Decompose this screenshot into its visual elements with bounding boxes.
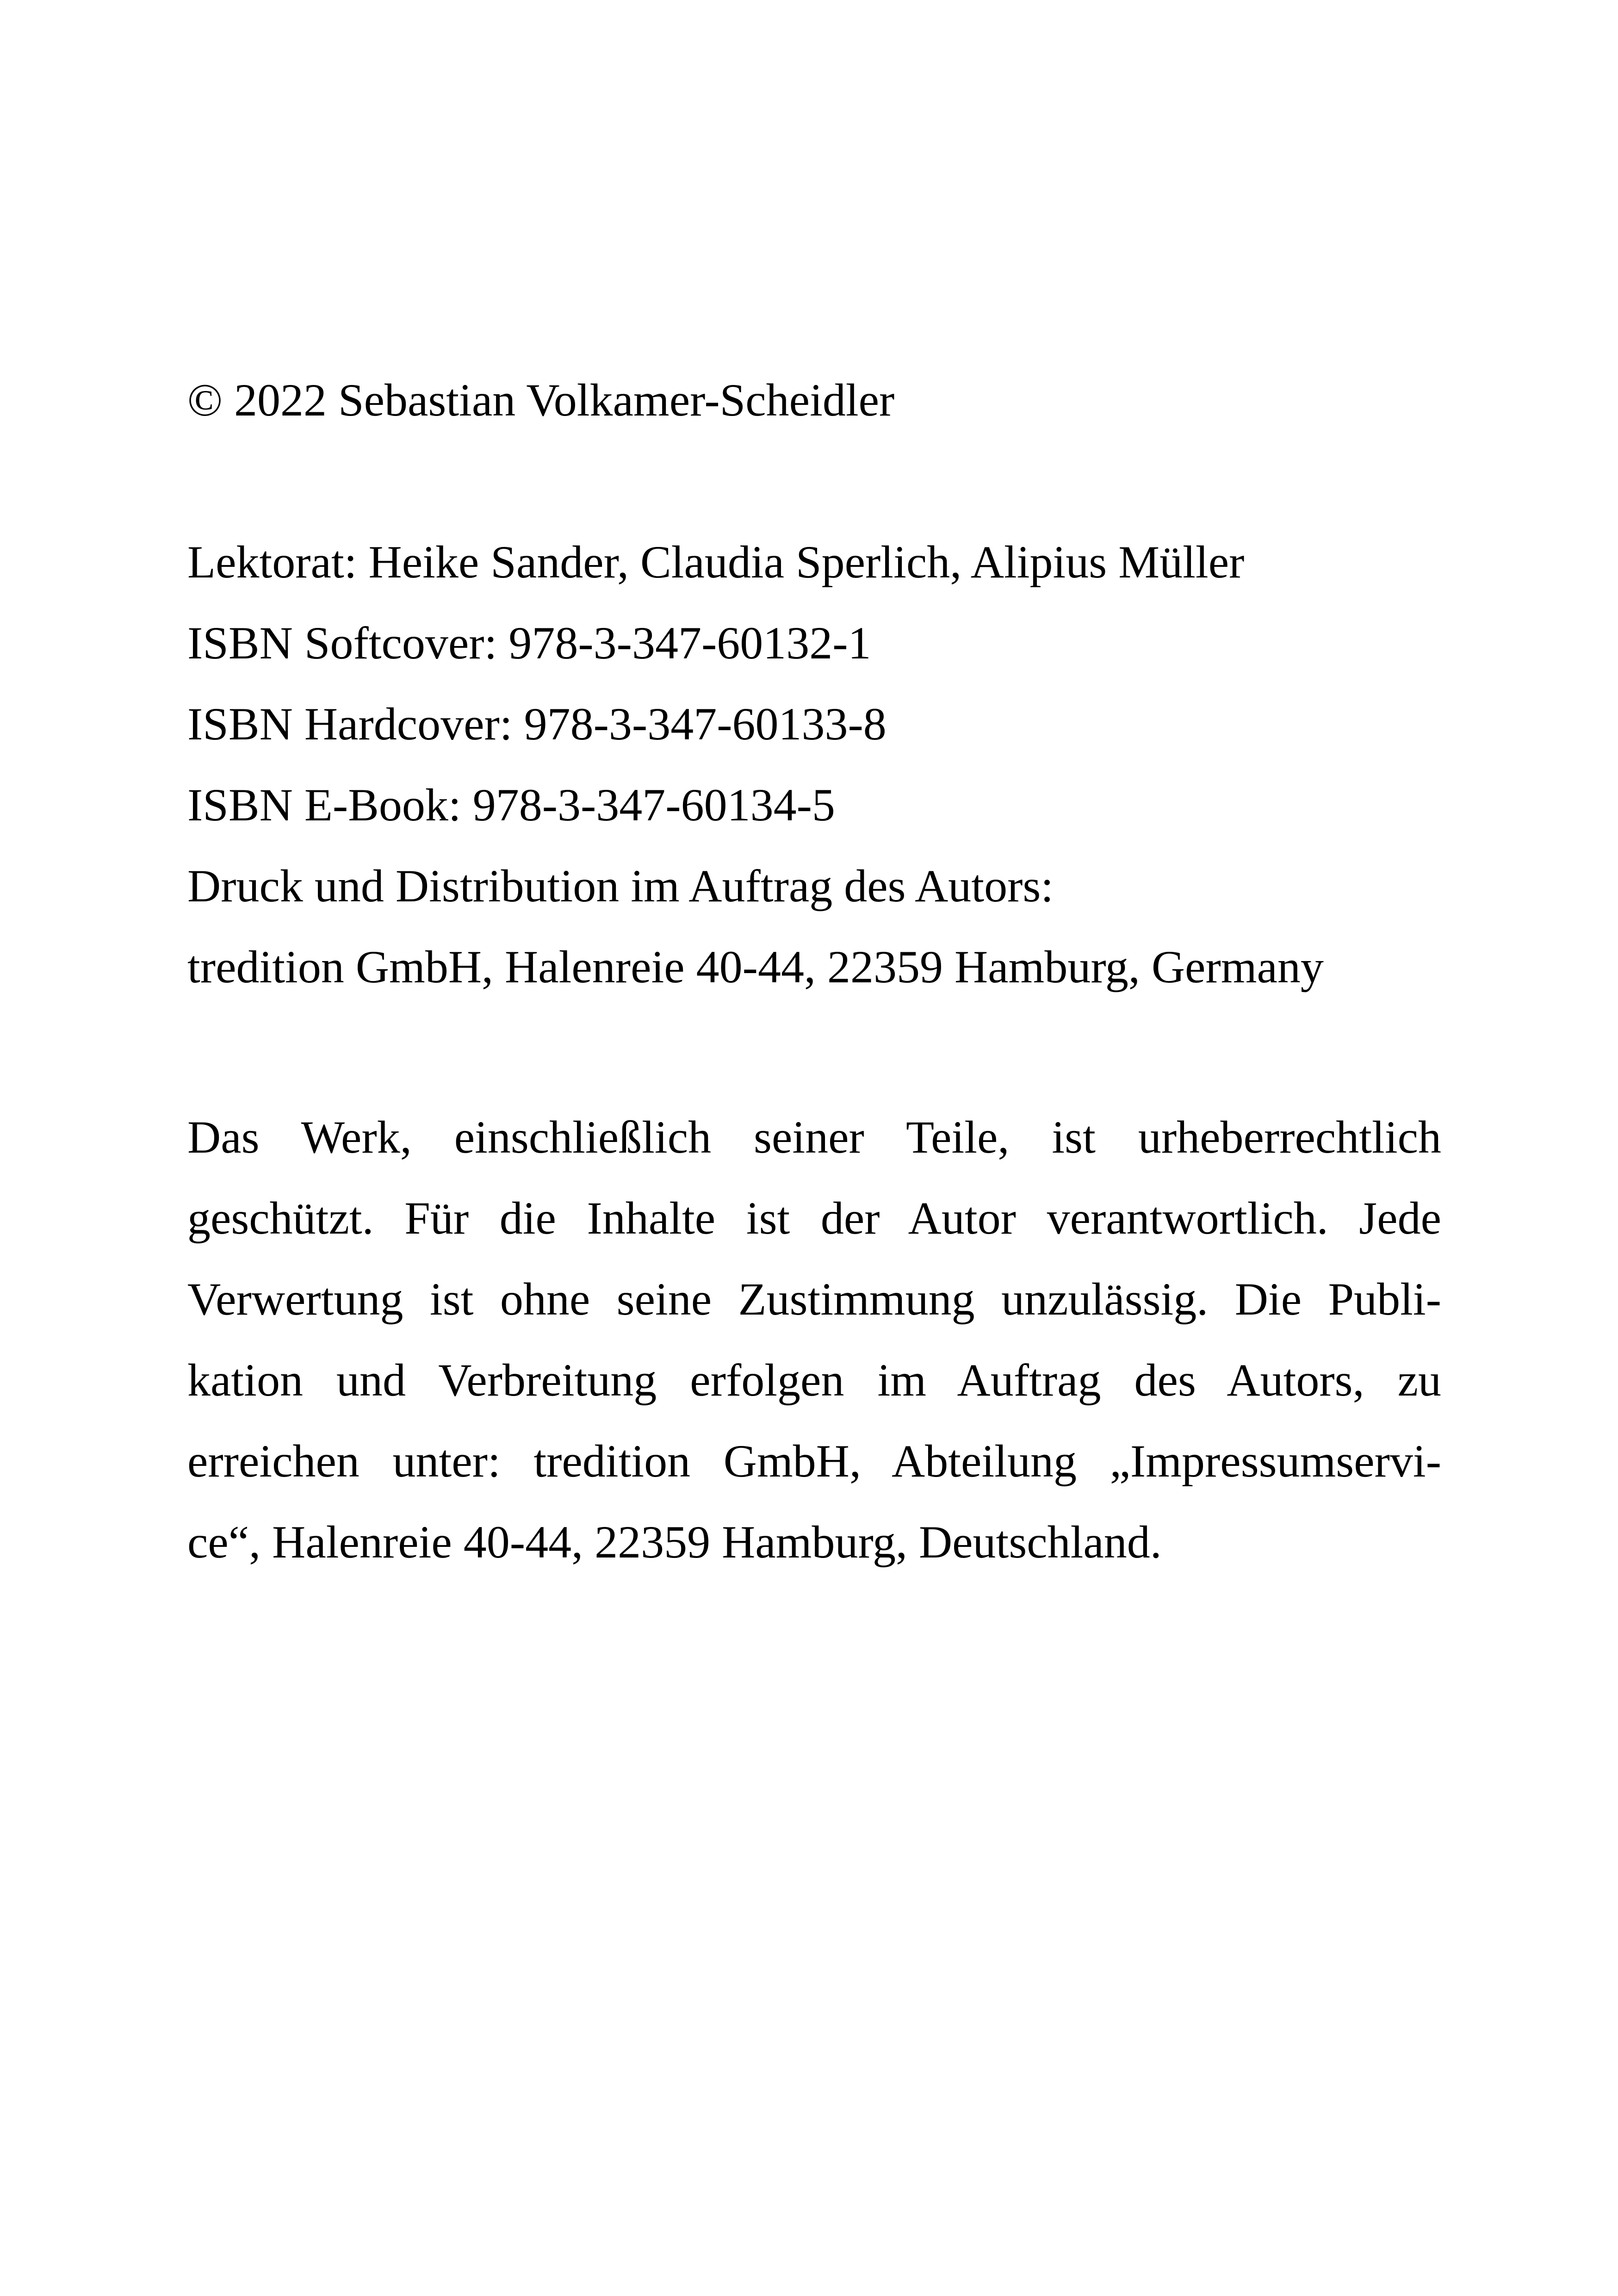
copyright-line: © 2022 Sebastian Volkamer-Scheidler <box>187 374 895 426</box>
isbn-ebook-line: ISBN E-Book: 978-3-347-60134-5 <box>187 779 835 831</box>
isbn-hardcover-line: ISBN Hardcover: 978-3-347-60133-8 <box>187 698 886 750</box>
legal-notice-line: Das Werk, einschließlich seiner Teile, ist urheberrechtlich <box>187 1111 1441 1163</box>
distribution-line: Druck und Distribution im Auftrag des Autors: <box>187 860 1054 912</box>
isbn-softcover-line: ISBN Softcover: 978-3-347-60132-1 <box>187 617 871 669</box>
legal-notice-paragraph <box>187 1097 1441 1582</box>
legal-notice-line: geschützt. Für die Inhalte ist der Autor verantwortlich. Jede <box>187 1192 1441 1244</box>
legal-notice-line: erreichen unter: tredition GmbH, Abteilung „Impressumservi- <box>187 1435 1441 1487</box>
legal-notice-line: kation und Verbreitung erfolgen im Auftrag des Autors, zu <box>187 1354 1441 1406</box>
legal-notice-line: Verwertung ist ohne seine Zustimmung unzulässig. Die Publi- <box>187 1273 1441 1325</box>
publisher-address-line: tredition GmbH, Halenreie 40-44, 22359 Hamburg, Germany <box>187 941 1324 993</box>
legal-notice-line: ce“, Halenreie 40-44, 22359 Hamburg, Deutschland. <box>187 1516 1162 1568</box>
lektorat-line: Lektorat: Heike Sander, Claudia Sperlich, Alipius Müller <box>187 536 1245 588</box>
